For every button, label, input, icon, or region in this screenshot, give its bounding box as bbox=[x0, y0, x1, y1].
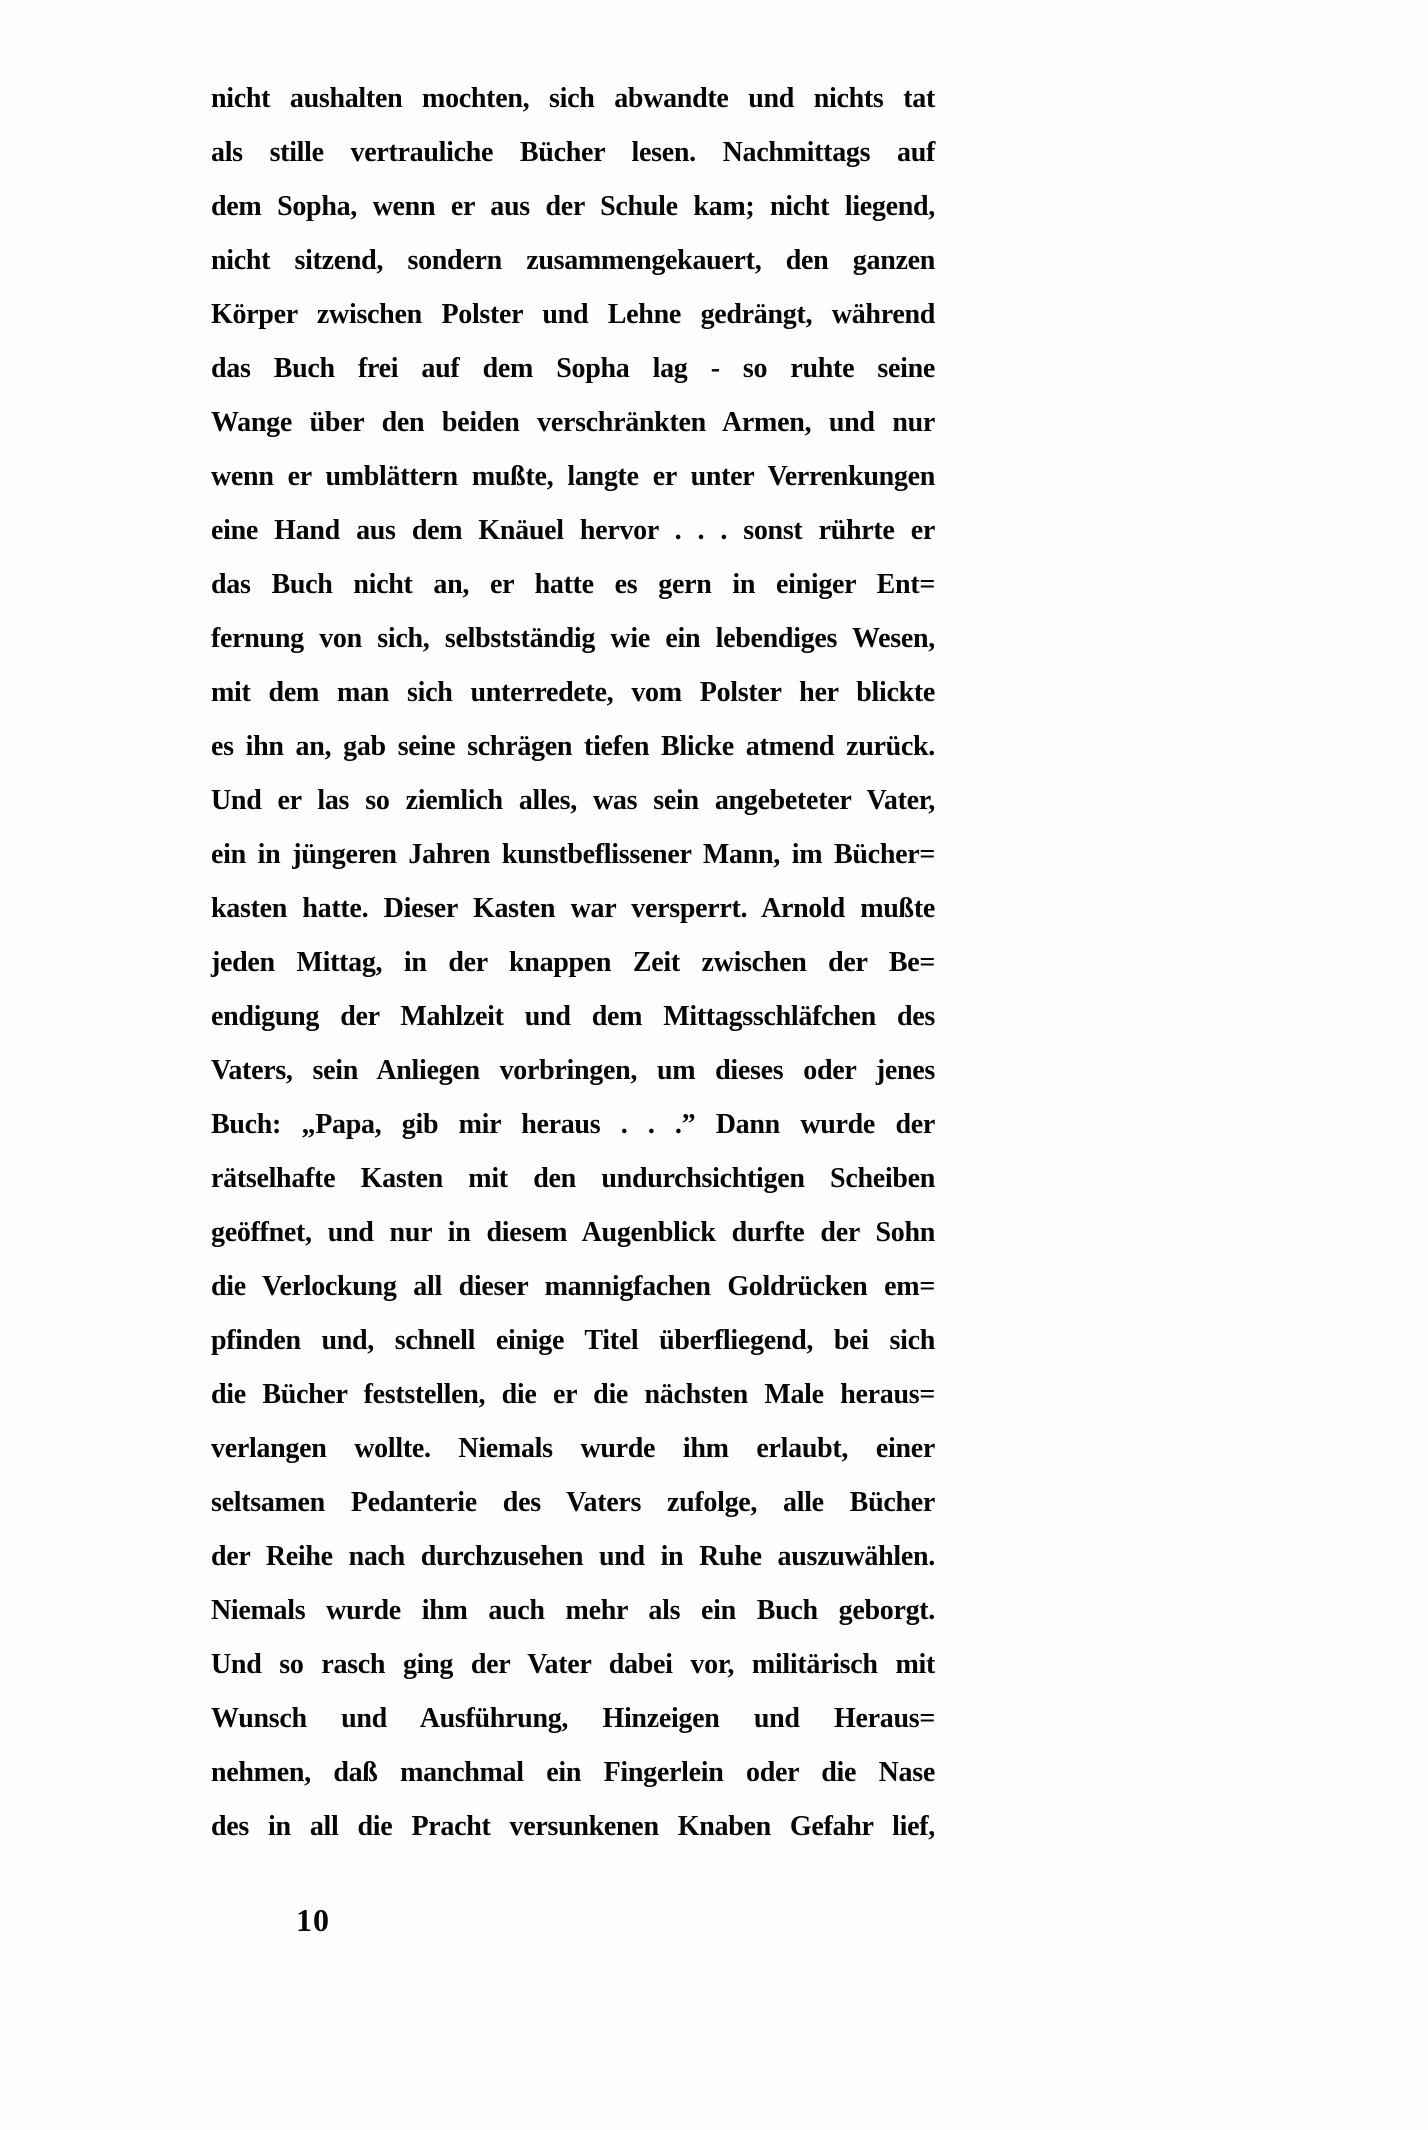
text-line: Wange über den beiden verschränkten Armen, und nur bbox=[211, 407, 935, 438]
text-line: fernung von sich, selbstständig wie ein lebendiges Wesen, bbox=[211, 623, 935, 654]
text-line: die Verlockung all dieser mannigfachen Goldrücken em= bbox=[211, 1271, 935, 1302]
text-line: jeden Mittag, in der knappen Zeit zwischen der Be= bbox=[211, 947, 935, 978]
text-line: Und so rasch ging der Vater dabei vor, militärisch mit bbox=[211, 1649, 935, 1680]
text-line: geöffnet, und nur in diesem Augenblick durfte der Sohn bbox=[211, 1217, 935, 1248]
text-line: wenn er umblättern mußte, langte er unter Verrenkungen bbox=[211, 461, 935, 492]
text-line: seltsamen Pedanterie des Vaters zufolge, alle Bücher bbox=[211, 1487, 935, 1518]
text-line: verlangen wollte. Niemals wurde ihm erlaubt, einer bbox=[211, 1433, 935, 1464]
text-line: nehmen, daß manchmal ein Fingerlein oder die Nase bbox=[211, 1757, 935, 1788]
text-line: eine Hand aus dem Knäuel hervor . . . sonst rührte er bbox=[211, 515, 935, 546]
text-line: ein in jüngeren Jahren kunstbeflissener Mann, im Bücher= bbox=[211, 839, 935, 870]
text-line: Buch: „Papa, gib mir heraus . . .” Dann wurde der bbox=[211, 1109, 935, 1140]
text-line: Vaters, sein Anliegen vorbringen, um dieses oder jenes bbox=[211, 1055, 935, 1086]
text-line: nicht aushalten mochten, sich abwandte und nichts tat bbox=[211, 83, 935, 114]
text-line: mit dem man sich unterredete, vom Polster her blickte bbox=[211, 677, 935, 708]
body-text bbox=[211, 72, 935, 1854]
text-line: nicht sitzend, sondern zusammengekauert, den ganzen bbox=[211, 245, 935, 276]
text-line: die Bücher feststellen, die er die nächsten Male heraus= bbox=[211, 1379, 935, 1410]
text-line: pfinden und, schnell einige Titel überfliegend, bei sich bbox=[211, 1325, 935, 1356]
text-line: das Buch frei auf dem Sopha lag - so ruhte seine bbox=[211, 353, 935, 384]
text-line: Und er las so ziemlich alles, was sein angebeteter Vater, bbox=[211, 785, 935, 816]
text-line: als stille vertrauliche Bücher lesen. Nachmittags auf bbox=[211, 137, 935, 168]
page-number: 10 bbox=[296, 1902, 330, 1938]
text-line: der Reihe nach durchzusehen und in Ruhe auszuwählen. bbox=[211, 1541, 935, 1572]
text-line: Wunsch und Ausführung, Hinzeigen und Heraus= bbox=[211, 1703, 935, 1734]
text-line: es ihn an, gab seine schrägen tiefen Blicke atmend zurück. bbox=[211, 731, 935, 762]
text-line: Körper zwischen Polster und Lehne gedrängt, während bbox=[211, 299, 935, 330]
text-line: des in all die Pracht versunkenen Knaben Gefahr lief, bbox=[211, 1811, 935, 1842]
text-line: das Buch nicht an, er hatte es gern in einiger Ent= bbox=[211, 569, 935, 600]
text-line: rätselhafte Kasten mit den undurchsichtigen Scheiben bbox=[211, 1163, 935, 1194]
text-line: Niemals wurde ihm auch mehr als ein Buch geborgt. bbox=[211, 1595, 935, 1626]
text-line: endigung der Mahlzeit und dem Mittagsschläfchen des bbox=[211, 1001, 935, 1032]
text-line: dem Sopha, wenn er aus der Schule kam; nicht liegend, bbox=[211, 191, 935, 222]
text-line: kasten hatte. Dieser Kasten war versperrt. Arnold mußte bbox=[211, 893, 935, 924]
